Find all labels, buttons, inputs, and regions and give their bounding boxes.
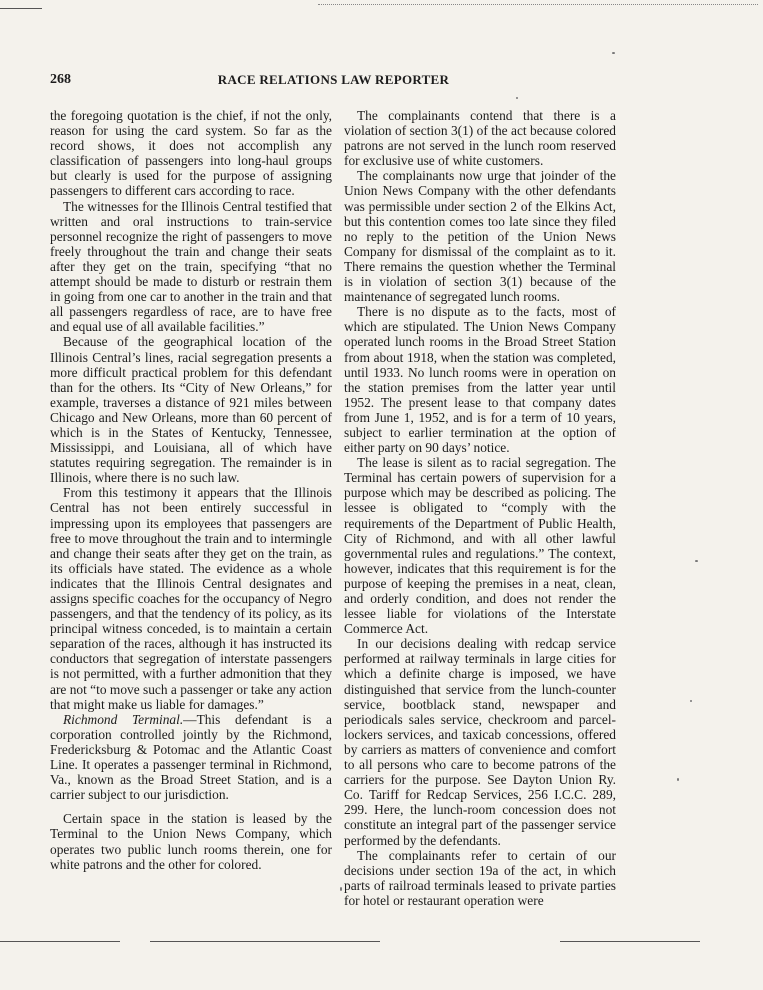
paragraph: From this testimony it appears that the Illinois Central has not been entirely successful in impressing upon its employees that passengers are free to move throughout the train and to intermingle and change their seats after they get on the train, as its officials have stated. The evidence as a whole indicates that the Illinois Central designates and assigns specific coaches for the occupancy of Negro passengers, and that the tendency of its policy, as its principal witness conceded, is to maintain a certain separation of the races, although it has instructed its conductors that segregation of interstate passengers is not permitted, with a further admonition that they are not “to move such a passenger or take any action that might make us liable for damages.” — [50, 485, 332, 712]
bottom-rule-right — [560, 941, 700, 942]
running-title: RACE RELATIONS LAW REPORTER — [217, 72, 450, 87]
left-column — [50, 108, 332, 872]
paragraph-text: —This defendant is a corporation controlled jointly by the Richmond, Fredericksburg & Potomac and the Atlantic Coast Line. It operates a passenger terminal in Richmond, Va., known as the Broad Street Station, and is a carrier subject to our jurisdiction. — [50, 711, 332, 803]
richmond-paragraph — [50, 712, 332, 803]
scan-speck — [516, 97, 518, 99]
paragraph: In our decisions dealing with redcap service performed at railway terminals in large cities for which a definite charge is imposed, we have distinguished that service from the lunch-counter service, bootblack stand, newspaper and periodicals sales service, checkroom and parcel-lockers services, and taxicab concessions, offered by carriers as matters of convenience and comfort to all persons who care to become patrons of the carriers for the purpose. See Dayton Union Ry. Co. Tariff for Redcap Services, 256 I.C.C. 289, 299. Here, the lunch-room concession does not constitute an integral part of the passenger service performed by the defendants. — [344, 636, 616, 848]
paragraph: the foregoing quotation is the chief, if not the only, reason for using the card system. So far as the record shows, it does not accomplish any classification of passengers into long-haul groups but clearly is used for the purpose of assigning passengers to different cars according to race. — [50, 108, 332, 199]
scan-speck — [695, 560, 698, 562]
scan-speck — [340, 887, 342, 891]
scan-speck — [677, 778, 679, 781]
paragraph: Because of the geographical location of the Illinois Central’s lines, racial segregation presents a more difficult practical problem for this defendant than for the others. Its “City of New Orleans,” for example, traverses a distance of 921 miles between Chicago and New Orleans, more than 60 percent of which is in the States of Kentucky, Tennessee, Mississippi, and Louisiana, all of which have statutes requiring segregation. The remainder is in Illinois, where there is no such law. — [50, 334, 332, 486]
paragraph: The complainants contend that there is a violation of section 3(1) of the act because colored patrons are not served in the lunch room reserved for exclusive use of white customers. — [344, 108, 616, 169]
bottom-rule-left — [0, 941, 120, 942]
paragraph: There is no dispute as to the facts, most of which are stipulated. The Union News Company operated lunch rooms in the Broad Street Station from about 1918, when the station was completed, until 1933. No lunch rooms were in operation on the station premises from the latter year until 1952. The present lease to that company dates from June 1, 1952, and is for a term of 10 years, subject to earlier termination at the option of either party on 90 days’ notice. — [344, 304, 616, 456]
paragraph: Certain space in the station is leased by the Terminal to the Union News Company, which operates two public lunch rooms therein, one for white patrons and the other for colored. — [50, 811, 332, 872]
paragraph: The complainants refer to certain of our decisions under section 19a of the act, in which parts of railroad terminals leased to private parties for hotel or restaurant operation were — [344, 847, 616, 908]
paragraph: The complainants now urge that joinder of the Union News Company with the other defendants was permissible under section 2 of the Elkins Act, but this contention comes too late since they filed no reply to the petition of the Union News Company for dismissal of the complaint as to it. There remains the question whether the Terminal is in violation of section 3(1) because of the maintenance of segregated lunch rooms. — [344, 168, 616, 305]
paragraph: The witnesses for the Illinois Central testified that written and oral instructions to train-service personnel recognize the right of passengers to move freely throughout the train and change their seats after they get on the train, specifying “that no attempt should be made to disturb or restrain them in going from one car to another in the train and that all passengers regardless of race, are to have free and equal use of all available facilities.” — [50, 198, 332, 335]
section-heading: Richmond Terminal. — [63, 711, 184, 727]
paragraph: The lease is silent as to racial segregation. The Terminal has certain powers of supervision for a purpose which may be described as policing. The lessee is obligated to “comply with the requirements of the Department of Public Health, City of Richmond, and with all other lawful governmental rules and regulations.” The context, however, indicates that this requirement is for the purpose of keeping the premises in a neat, clean, and orderly condition, and does not render the lessee liable for violations of the Interstate Commerce Act. — [344, 455, 616, 637]
scan-speck — [690, 700, 692, 702]
bottom-rule-mid — [150, 941, 380, 942]
scan-speck — [612, 52, 615, 54]
top-left-rule — [0, 8, 42, 9]
page-number: 268 — [50, 72, 71, 87]
top-dotted-rule — [318, 4, 758, 5]
right-column — [344, 108, 616, 908]
page-header — [50, 72, 617, 92]
